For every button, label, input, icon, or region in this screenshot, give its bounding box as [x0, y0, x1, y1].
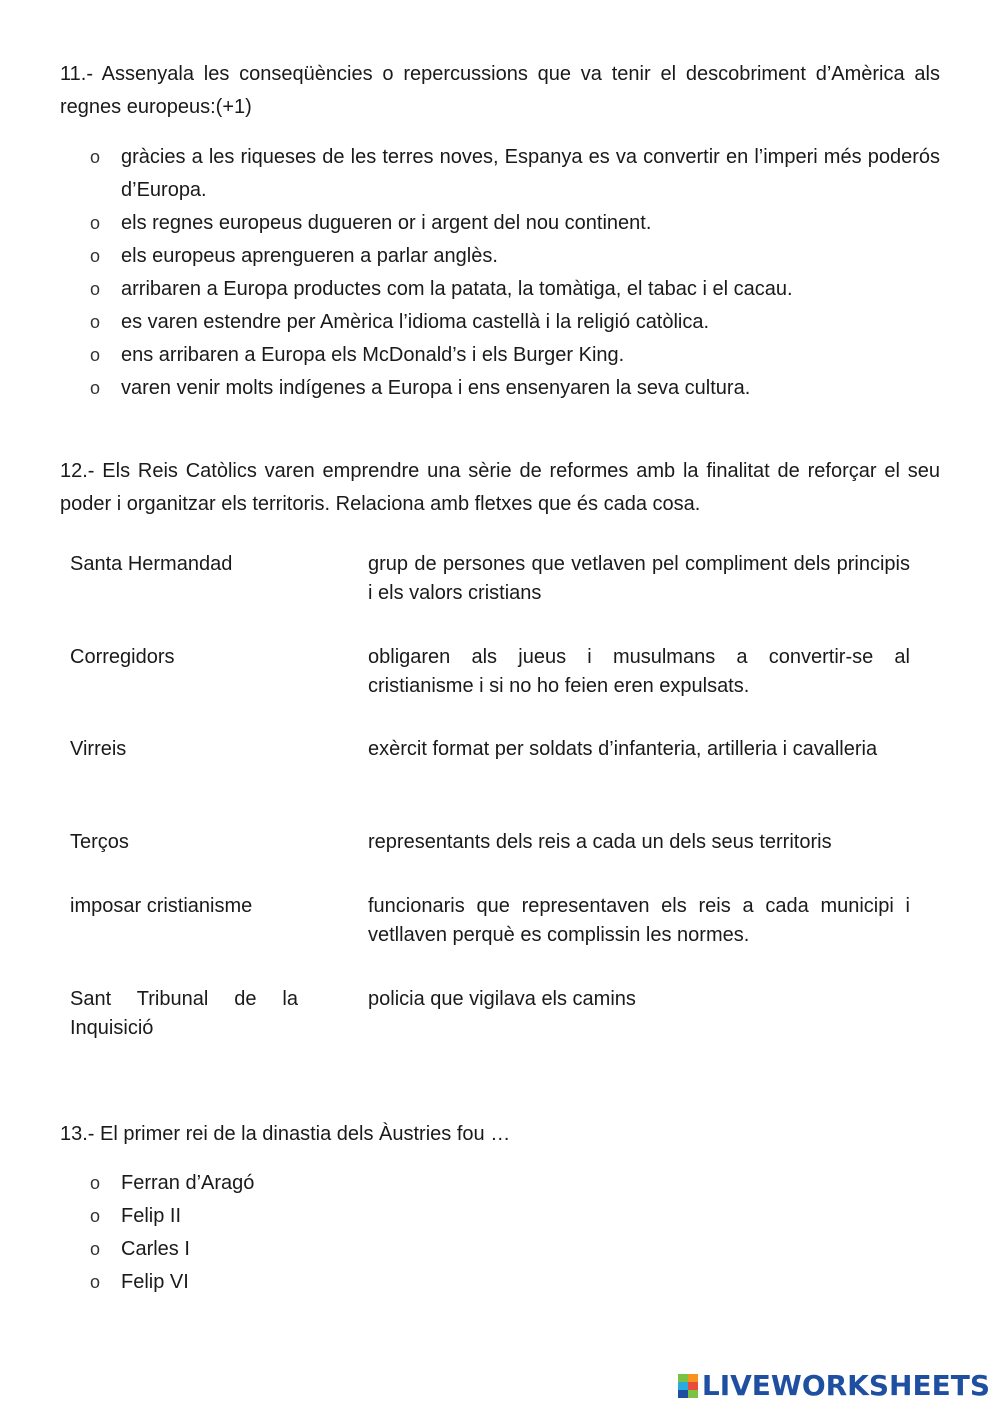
option-label: els regnes europeus dugueren or i argent del nou continent. — [121, 212, 652, 234]
match-term[interactable]: Virreis — [70, 738, 127, 760]
logo-square-icon — [678, 1390, 688, 1398]
option-label: varen venir molts indígenes a Europa i ens ensenyaren la seva cultura. — [121, 377, 751, 399]
option-checkbox[interactable] — [90, 207, 940, 240]
option-label: Carles I — [121, 1238, 190, 1260]
liveworksheets-logo-icon — [678, 1374, 698, 1398]
option-label: arribaren a Europa productes com la patata, la tomàtiga, el tabac i el cacau. — [121, 278, 793, 300]
logo-square-icon — [678, 1374, 688, 1382]
option-label: Felip VI — [121, 1271, 189, 1293]
circle-bullet-icon[interactable]: o — [90, 246, 101, 266]
option-checkbox[interactable] — [90, 141, 940, 207]
option-checkbox[interactable] — [90, 1167, 940, 1200]
match-term[interactable]: Santa Hermandad — [70, 553, 233, 575]
option-checkbox[interactable] — [90, 1266, 940, 1299]
logo-square-icon — [688, 1382, 698, 1390]
match-term[interactable]: Corregidors — [70, 646, 175, 668]
circle-bullet-icon[interactable]: o — [90, 1206, 101, 1226]
liveworksheets-logo-text: LIVEWORKSHEETS — [701, 1369, 990, 1402]
circle-bullet-icon[interactable]: o — [90, 1239, 101, 1259]
match-definition[interactable]: exèrcit format per soldats d’infanteria, artilleria i cavalleria — [368, 738, 878, 760]
option-checkbox[interactable] — [90, 240, 940, 273]
match-definition[interactable]: grup de persones que vetlaven pel compliment dels principis i els valors cristians — [368, 553, 910, 604]
question-13-prompt: 13.- El primer rei de la dinastia dels Àustries fou … — [60, 1123, 511, 1145]
logo-square-icon — [688, 1390, 698, 1398]
logo-square-icon — [688, 1374, 698, 1382]
match-term[interactable]: imposar cristianisme — [70, 895, 253, 917]
question-11-prompt: 11.- Assenyala les conseqüències o repercussions que va tenir el descobriment d’Amèrica als regnes europeus:(+1) — [60, 63, 940, 118]
option-label: gràcies a les riqueses de les terres noves, Espanya es va convertir en l’imperi més poderós d’Europa. — [121, 146, 940, 201]
option-label: els europeus aprengueren a parlar anglès. — [121, 245, 498, 267]
circle-bullet-icon[interactable]: o — [90, 378, 101, 398]
circle-bullet-icon[interactable]: o — [90, 1272, 101, 1292]
match-definition[interactable]: representants dels reis a cada un dels seus territoris — [368, 831, 832, 853]
match-definition[interactable]: policia que vigilava els camins — [368, 988, 636, 1010]
option-label: Ferran d’Aragó — [121, 1172, 255, 1194]
question-12-prompt: 12.- Els Reis Catòlics varen emprendre una sèrie de reformes amb la finalitat de reforçar el seu poder i organitzar els territoris. Relaciona amb fletxes que és cada cosa. — [60, 460, 940, 515]
circle-bullet-icon[interactable]: o — [90, 345, 101, 365]
question-11-options — [90, 141, 940, 405]
option-checkbox[interactable] — [90, 1233, 940, 1266]
match-term[interactable]: Sant Tribunal de la Inquisició — [70, 988, 298, 1039]
circle-bullet-icon[interactable]: o — [90, 312, 101, 332]
circle-bullet-icon[interactable]: o — [90, 147, 101, 167]
circle-bullet-icon[interactable]: o — [90, 1173, 101, 1193]
option-checkbox[interactable] — [90, 339, 940, 372]
option-label: ens arribaren a Europa els McDonald’s i els Burger King. — [121, 344, 625, 366]
circle-bullet-icon[interactable]: o — [90, 213, 101, 233]
match-term[interactable]: Terços — [70, 831, 129, 853]
option-label: Felip II — [121, 1205, 182, 1227]
option-checkbox[interactable] — [90, 306, 940, 339]
match-definition[interactable]: funcionaris que representaven els reis a cada municipi i vetllaven perquè es complissin les normes. — [368, 895, 910, 946]
question-13-options — [90, 1167, 940, 1299]
match-definition[interactable]: obligaren als jueus i musulmans a convertir-se al cristianisme i si no ho feien eren expulsats. — [368, 646, 910, 697]
circle-bullet-icon[interactable]: o — [90, 279, 101, 299]
logo-square-icon — [678, 1382, 688, 1390]
option-checkbox[interactable] — [90, 273, 940, 306]
option-checkbox[interactable] — [90, 1200, 940, 1233]
liveworksheets-logo — [678, 1369, 990, 1402]
option-checkbox[interactable] — [90, 372, 940, 405]
option-label: es varen estendre per Amèrica l’idioma castellà i la religió catòlica. — [121, 311, 710, 333]
